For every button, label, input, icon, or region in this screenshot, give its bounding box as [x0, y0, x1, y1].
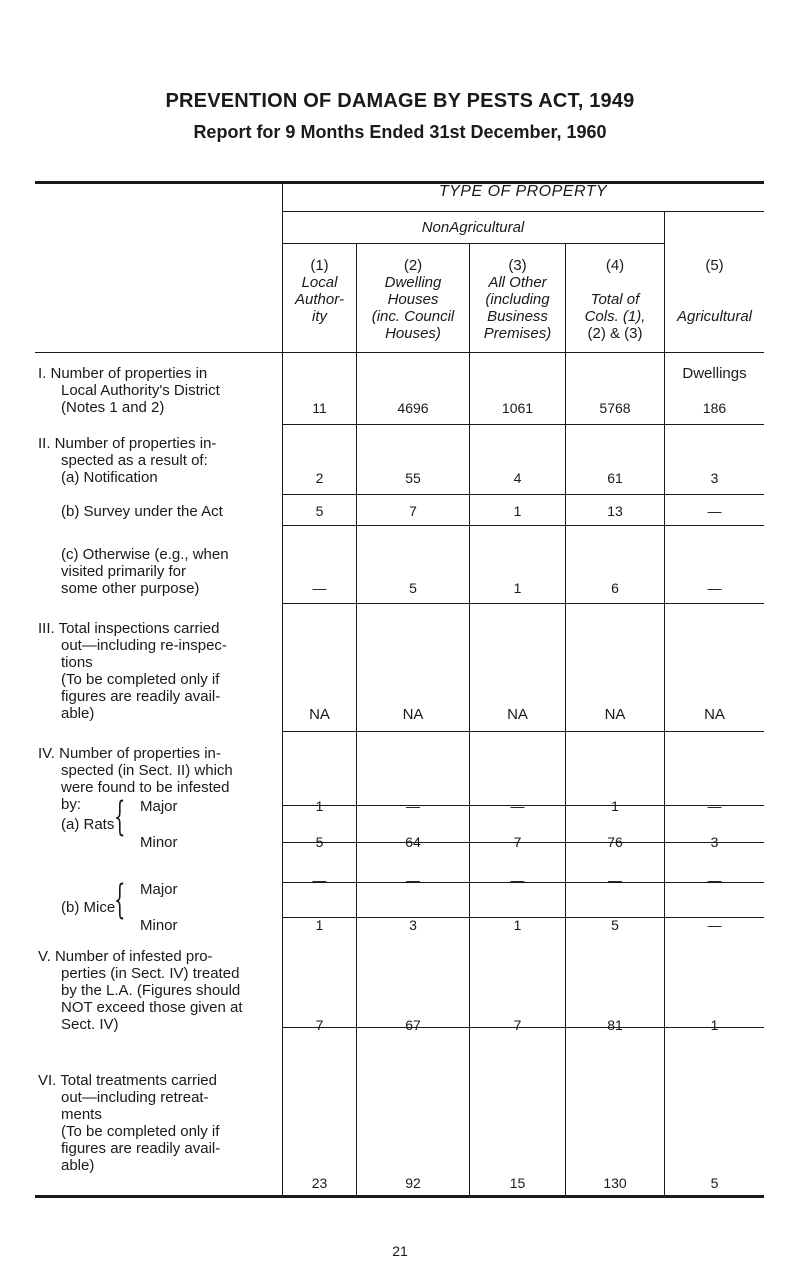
- col-label: Business: [487, 308, 548, 325]
- table-cell: 1: [513, 503, 522, 519]
- table-cell: —: [312, 872, 327, 888]
- row-text: were found to be infested: [61, 779, 230, 796]
- col-label: Total of: [590, 291, 640, 308]
- col-label: (including: [485, 291, 550, 308]
- col-number: (2): [403, 257, 423, 274]
- table-cell: 76: [607, 834, 623, 850]
- table-cell: —: [406, 872, 420, 888]
- col-label: Local: [301, 274, 338, 291]
- col-number: (3): [508, 257, 527, 274]
- table-cell: 64: [405, 834, 421, 850]
- row-text: VI. Total treatments carried: [38, 1072, 217, 1089]
- row-rule: [282, 494, 764, 495]
- table-cell: 5: [710, 1175, 719, 1191]
- row-text: (Notes 1 and 2): [61, 399, 165, 416]
- table-cell: 7: [409, 503, 417, 519]
- row-text: (a) Notification: [61, 469, 158, 486]
- table-cell: 92: [405, 1175, 421, 1191]
- page-title: PREVENTION OF DAMAGE BY PESTS ACT, 1949: [165, 90, 635, 112]
- table-cell: 7: [315, 1017, 324, 1033]
- row-text: by the L.A. (Figures should: [61, 982, 241, 999]
- header-rule: [282, 243, 664, 244]
- row-text: Sect. IV): [61, 1016, 119, 1033]
- table-cell: —: [406, 798, 420, 814]
- table-cell: 1: [513, 580, 522, 596]
- row-text: spected as a result of:: [61, 452, 208, 469]
- row-text: V. Number of infested pro-: [38, 948, 213, 965]
- table-cell: 1: [611, 798, 619, 814]
- table-cell: 3: [710, 834, 719, 850]
- row-text: Local Authority's District: [61, 382, 220, 399]
- col-label: (2) & (3): [587, 325, 643, 342]
- table-cell: 81: [607, 1017, 623, 1033]
- minor-label: Minor: [140, 834, 178, 851]
- row-iib-label: (b) Survey under the Act: [61, 503, 223, 520]
- brace-icon: {: [114, 877, 126, 923]
- table-cell: 186: [702, 400, 727, 416]
- table-cell: —: [707, 798, 722, 814]
- header-nonagricultural: NonAgricultural: [421, 219, 525, 236]
- col-rule: [282, 181, 283, 1197]
- table-cell: NA: [704, 706, 725, 723]
- col-label: Houses): [385, 325, 441, 342]
- header-type-of-property: TYPE OF PROPERTY: [438, 183, 608, 200]
- minor-label: Minor: [140, 917, 178, 934]
- table-cell: —: [707, 503, 722, 519]
- row-text: able): [61, 1157, 95, 1174]
- row-text: spected (in Sect. II) which: [61, 762, 233, 779]
- table-cell: 11: [312, 400, 327, 416]
- col-number: (4): [605, 257, 625, 274]
- row-text: out—including retreat-: [61, 1089, 209, 1106]
- row-text: figures are readily avail-: [61, 1140, 221, 1157]
- table-cell: —: [510, 798, 525, 814]
- row-text: visited primarily for: [61, 563, 187, 580]
- row-text: IV. Number of properties in-: [38, 745, 221, 762]
- table-cell: 5: [611, 917, 619, 933]
- table-cell: —: [608, 872, 622, 888]
- dwellings-note: Dwellings: [682, 365, 747, 382]
- page-number: 21: [392, 1243, 408, 1259]
- row-text: perties (in Sect. IV) treated: [61, 965, 240, 982]
- row-rule: [282, 603, 764, 604]
- table-cell: NA: [309, 706, 330, 723]
- col-label: All Other: [488, 274, 547, 291]
- row-text: NOT exceed those given at: [61, 999, 243, 1016]
- table-cell: 1: [315, 798, 324, 814]
- table-cell: —: [707, 917, 722, 933]
- row-text: (To be completed only if: [61, 671, 220, 688]
- table-cell: —: [510, 872, 525, 888]
- table-cell: —: [707, 872, 722, 888]
- col-label: Author-: [295, 291, 344, 308]
- table-cell: 7: [513, 1017, 522, 1033]
- row-rule: [282, 424, 764, 425]
- row-text: figures are readily avail-: [61, 688, 221, 705]
- table-cell: 55: [405, 470, 421, 486]
- table-cell: NA: [402, 706, 424, 723]
- table-cell: 3: [710, 470, 719, 486]
- col-label: Houses: [387, 291, 439, 308]
- table-cell: 4696: [397, 400, 429, 416]
- row-rule: [282, 731, 764, 732]
- col-label: ity: [312, 308, 327, 325]
- row-text: (c) Otherwise (e.g., when: [61, 546, 229, 563]
- table-cell: 5: [315, 503, 324, 519]
- brace-icon: {: [114, 794, 126, 840]
- table-cell: 1061: [501, 400, 534, 416]
- table-cell: 23: [311, 1175, 328, 1191]
- table-cell: 3: [409, 917, 417, 933]
- row-rule: [282, 525, 764, 526]
- table-cell: 1: [315, 917, 324, 933]
- table-cell: NA: [604, 706, 626, 723]
- table-cell: 13: [607, 503, 623, 519]
- table-cell: 67: [405, 1017, 421, 1033]
- col-label: Agricultural: [676, 308, 753, 325]
- row-text: ments: [61, 1106, 102, 1123]
- col-number: (1): [310, 257, 329, 274]
- col-rule: [664, 211, 665, 1197]
- row-text: by:: [61, 796, 82, 813]
- table-cell: 5768: [599, 400, 631, 416]
- table-cell: 5: [409, 580, 417, 596]
- table-cell: —: [312, 580, 327, 596]
- header-rule: [282, 211, 764, 212]
- table-cell: 5: [315, 834, 324, 850]
- mice-label: (b) Mice: [61, 899, 116, 916]
- row-text: tions: [61, 654, 93, 671]
- table-cell: 7: [513, 834, 522, 850]
- row-text: able): [61, 705, 95, 722]
- row-text: II. Number of properties in-: [38, 435, 217, 452]
- table-cell: 1: [710, 1017, 719, 1033]
- major-label: Major: [140, 798, 178, 815]
- row-text: III. Total inspections carried: [38, 620, 220, 637]
- major-label: Major: [140, 881, 178, 898]
- col-label: Dwelling: [384, 274, 442, 291]
- row-text: I. Number of properties in: [38, 365, 208, 382]
- row-text: (To be completed only if: [61, 1123, 220, 1140]
- row-text: some other purpose): [61, 580, 200, 597]
- table-cell: 1: [513, 917, 522, 933]
- col-label: Premises): [483, 325, 552, 342]
- table-cell: 15: [509, 1175, 526, 1191]
- table-cell: —: [707, 580, 722, 596]
- col-label: Cols. (1),: [584, 308, 646, 325]
- col-number: (5): [705, 257, 724, 274]
- table-cell: NA: [507, 706, 528, 723]
- table-cell: 4: [513, 470, 522, 486]
- row-text: out—including re-inspec-: [61, 637, 227, 654]
- table-cell: 6: [611, 580, 619, 596]
- table-cell: 61: [607, 470, 623, 486]
- table-cell: 130: [603, 1175, 627, 1191]
- col-label: (inc. Council: [371, 308, 455, 325]
- table-bottom-rule: [35, 1195, 764, 1198]
- rats-label: (a) Rats: [61, 816, 115, 833]
- page-subtitle: Report for 9 Months Ended 31st December, 1960: [193, 122, 607, 142]
- header-bottom-rule: [35, 352, 764, 353]
- table-cell: 2: [315, 470, 324, 486]
